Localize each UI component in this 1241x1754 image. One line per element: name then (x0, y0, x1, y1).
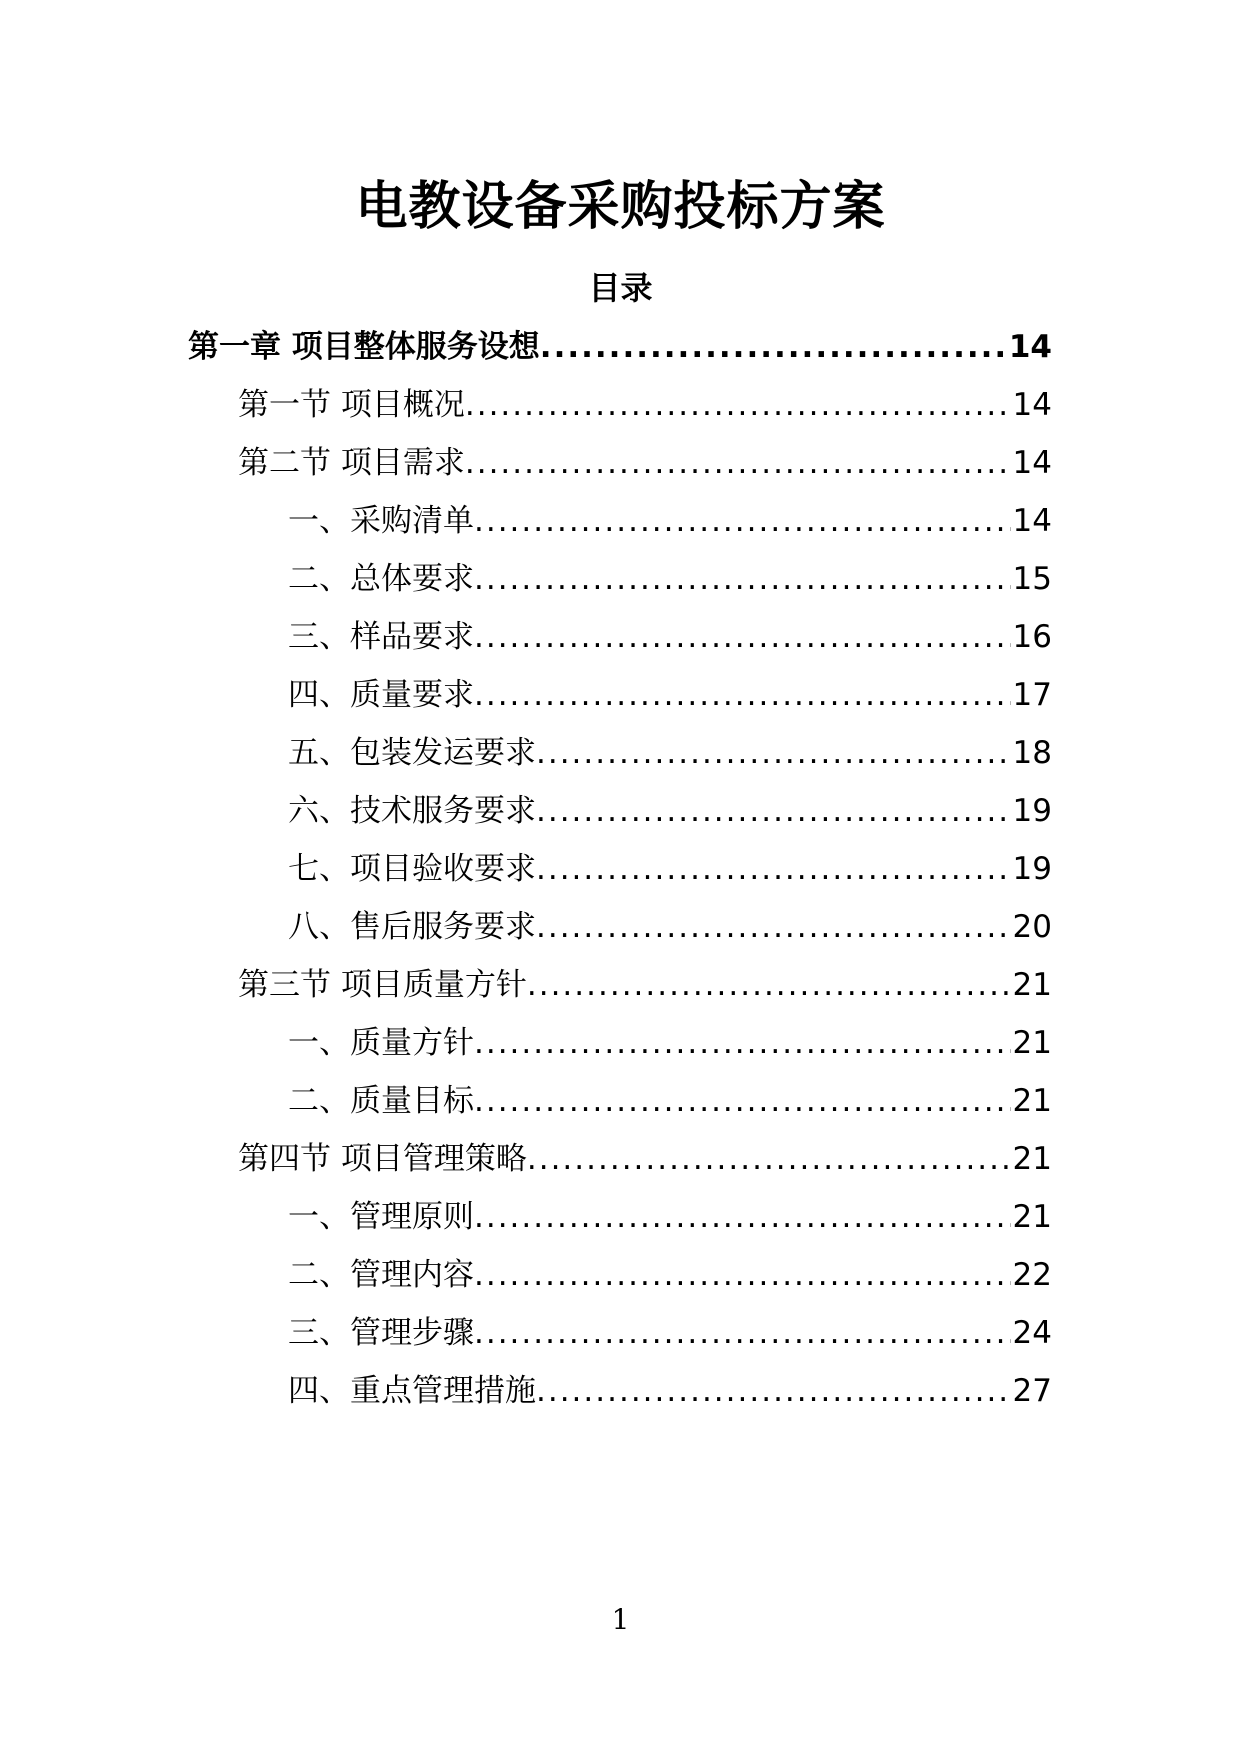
toc-heading: 目录 (588, 269, 653, 307)
toc-entry-label: 第四节 项目管理策略 (238, 1141, 527, 1177)
toc-entry-page: 18 (1012, 735, 1052, 771)
toc-entry-item[interactable] (288, 1018, 1052, 1068)
toc-entry-page: 24 (1012, 1315, 1052, 1351)
toc-dot-leader (465, 380, 1011, 430)
toc-entry-label: 三、样品要求 (288, 619, 474, 655)
toc-entry-item[interactable] (288, 1308, 1052, 1358)
toc-entry-item[interactable] (288, 670, 1052, 720)
toc-dot-leader (474, 670, 1011, 720)
toc-entry-item[interactable] (288, 844, 1052, 894)
toc-entry-page: 22 (1012, 1257, 1052, 1293)
toc-entry-label: 二、管理内容 (288, 1257, 474, 1293)
toc-entry-page: 21 (1012, 1083, 1052, 1119)
toc-dot-leader (540, 322, 1007, 372)
toc-entry-page: 14 (1012, 445, 1052, 481)
toc-entry-page: 15 (1012, 561, 1052, 597)
toc-entry-label: 一、管理原则 (288, 1199, 474, 1235)
toc-entry-item[interactable] (288, 728, 1052, 778)
toc-dot-leader (536, 728, 1011, 778)
toc-dot-leader (465, 438, 1011, 488)
toc-dot-leader (474, 1308, 1011, 1358)
toc-dot-leader (536, 844, 1011, 894)
toc-dot-leader (474, 1192, 1011, 1242)
toc-entry-label: 六、技术服务要求 (288, 793, 536, 829)
toc-entry-page: 20 (1012, 909, 1052, 945)
toc-dot-leader (474, 1018, 1011, 1068)
toc-entry-page: 27 (1012, 1373, 1052, 1409)
toc-dot-leader (474, 1250, 1011, 1300)
toc-entry-item[interactable] (288, 1250, 1052, 1300)
toc-entry-label: 第一章 项目整体服务设想 (188, 329, 540, 365)
toc-entry-page: 21 (1012, 1199, 1052, 1235)
toc-entry-label: 第二节 项目需求 (238, 445, 465, 481)
toc-entry-label: 四、重点管理措施 (288, 1373, 536, 1409)
toc-entry-item[interactable] (288, 786, 1052, 836)
toc-dot-leader (474, 1076, 1011, 1126)
toc-entry-label: 第一节 项目概况 (238, 387, 465, 423)
toc-entry-page: 14 (1008, 329, 1052, 365)
toc-entry-page: 14 (1012, 503, 1052, 539)
toc-entry-page: 21 (1012, 1141, 1052, 1177)
toc-dot-leader (527, 1134, 1011, 1184)
toc-dot-leader (536, 902, 1011, 952)
toc-entry-label: 一、采购清单 (288, 503, 474, 539)
toc-entry-label: 二、总体要求 (288, 561, 474, 597)
toc-dot-leader (474, 496, 1011, 546)
toc-entry-label: 二、质量目标 (288, 1083, 474, 1119)
toc-entry-label: 五、包装发运要求 (288, 735, 536, 771)
toc-entry-item[interactable] (288, 902, 1052, 952)
toc-entry-page: 21 (1012, 1025, 1052, 1061)
toc-entry-page: 19 (1012, 851, 1052, 887)
toc-entry-item[interactable] (288, 496, 1052, 546)
document-title: 电教设备采购投标方案 (355, 177, 886, 237)
page-number: 1 (611, 1603, 630, 1636)
toc-dot-leader (527, 960, 1011, 1010)
toc-entry-page: 19 (1012, 793, 1052, 829)
toc-dot-leader (474, 554, 1011, 604)
toc-entry-item[interactable] (288, 1076, 1052, 1126)
toc-entry-item[interactable] (288, 554, 1052, 604)
toc-dot-leader (536, 786, 1011, 836)
toc-entry-section-4[interactable] (238, 1134, 1052, 1184)
toc-entry-item[interactable] (288, 1192, 1052, 1242)
toc-entry-label: 八、售后服务要求 (288, 909, 536, 945)
toc-entry-label: 三、管理步骤 (288, 1315, 474, 1351)
toc-entry-page: 16 (1012, 619, 1052, 655)
toc-entry-section-2[interactable] (238, 438, 1052, 488)
toc-entry-label: 七、项目验收要求 (288, 851, 536, 887)
toc-entry-item[interactable] (288, 612, 1052, 662)
toc-entry-page: 14 (1012, 387, 1052, 423)
toc-entry-item[interactable] (288, 1366, 1052, 1416)
toc-entry-label: 一、质量方针 (288, 1025, 474, 1061)
toc-entry-section-3[interactable] (238, 960, 1052, 1010)
toc-entry-label: 四、质量要求 (288, 677, 474, 713)
toc-dot-leader (474, 612, 1011, 662)
toc-dot-leader (536, 1366, 1011, 1416)
toc-entry-page: 17 (1012, 677, 1052, 713)
toc-entry-label: 第三节 项目质量方针 (238, 967, 527, 1003)
toc-entry-section-1[interactable] (238, 380, 1052, 430)
toc-entry-page: 21 (1012, 967, 1052, 1003)
toc-entry-chapter-1[interactable] (188, 322, 1052, 372)
